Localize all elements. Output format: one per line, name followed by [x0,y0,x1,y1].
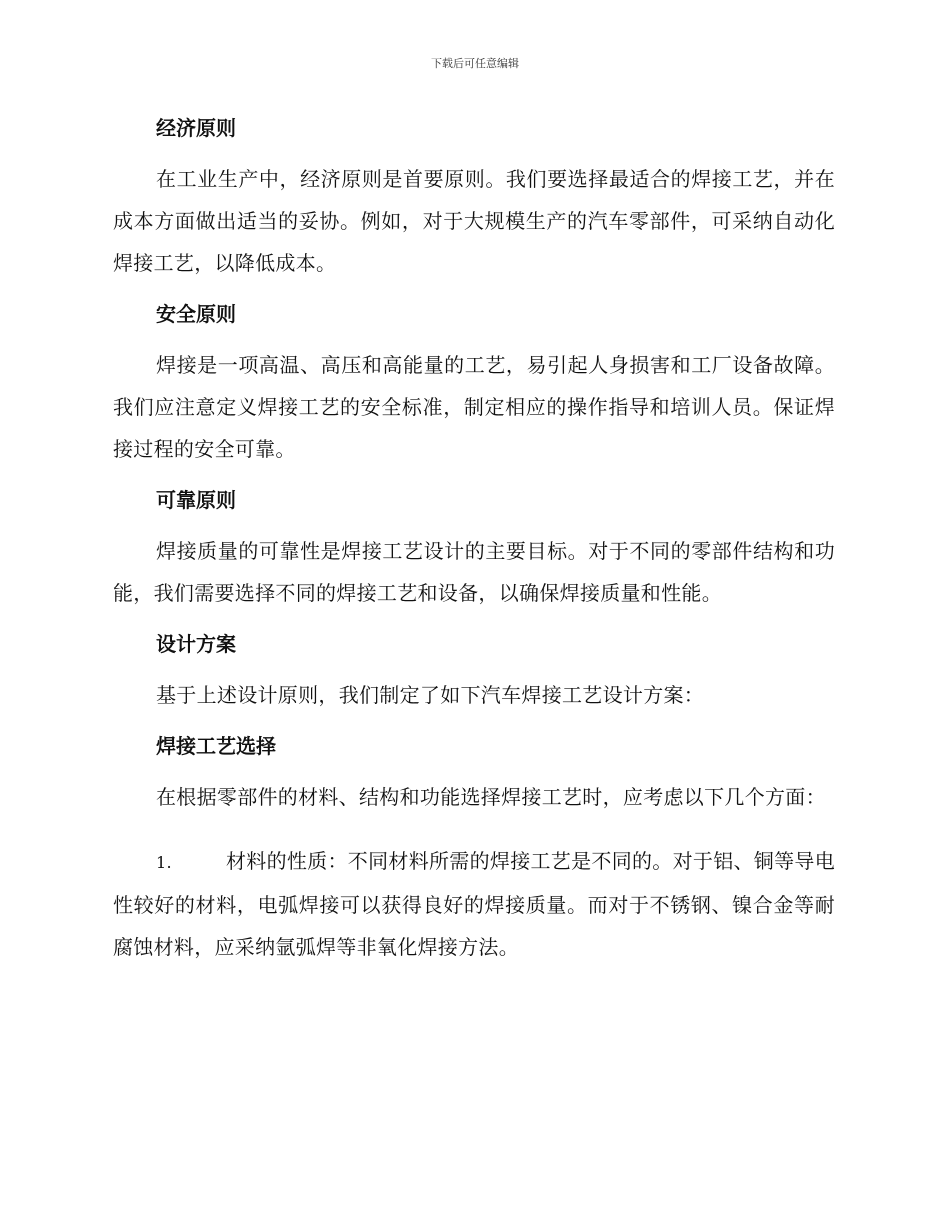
paragraph-reliability-principle: 焊接质量的可靠性是焊接工艺设计的主要目标。对于不同的零部件结构和功能，我们需要选择不同的焊接工艺和设备，以确保焊接质量和性能。 [113,539,835,605]
list-item-text: 材料的性质：不同材料所需的焊接工艺是不同的。对于铝、铜等导电性较好的材料，电弧焊接可以获得良好的焊接质量。而对于不锈钢、镍合金等耐腐蚀材料，应采纳氩弧焊等非氧化焊接方法。 [113,849,835,959]
list-item [113,840,835,968]
paragraph-economic-principle: 在工业生产中，经济原则是首要原则。我们要选择最适合的焊接工艺，并在成本方面做出适当的妥协。例如，对于大规模生产的汽车零部件，可采纳自动化焊接工艺，以降低成本。 [113,167,835,275]
paragraph-design-plan: 基于上述设计原则，我们制定了如下汽车焊接工艺设计方案： [156,683,705,707]
list-item-number: 1. [156,853,172,872]
paragraph-safety-principle: 焊接是一项高温、高压和高能量的工艺，易引起人身损害和工厂设备故障。我们应注意定义焊接工艺的安全标准，制定相应的操作指导和培训人员。保证焊接过程的安全可靠。 [113,353,835,461]
paragraph-process-selection: 在根据零部件的材料、结构和功能选择焊接工艺时，应考虑以下几个方面： [156,785,826,809]
heading-safety-principle: 安全原则 [156,302,236,326]
heading-economic-principle: 经济原则 [156,116,236,140]
heading-reliability-principle: 可靠原则 [156,488,236,512]
heading-design-plan: 设计方案 [156,632,236,656]
header-note: 下载后可任意编辑 [431,57,519,70]
document-body [113,108,835,978]
heading-process-selection: 焊接工艺选择 [156,734,276,758]
